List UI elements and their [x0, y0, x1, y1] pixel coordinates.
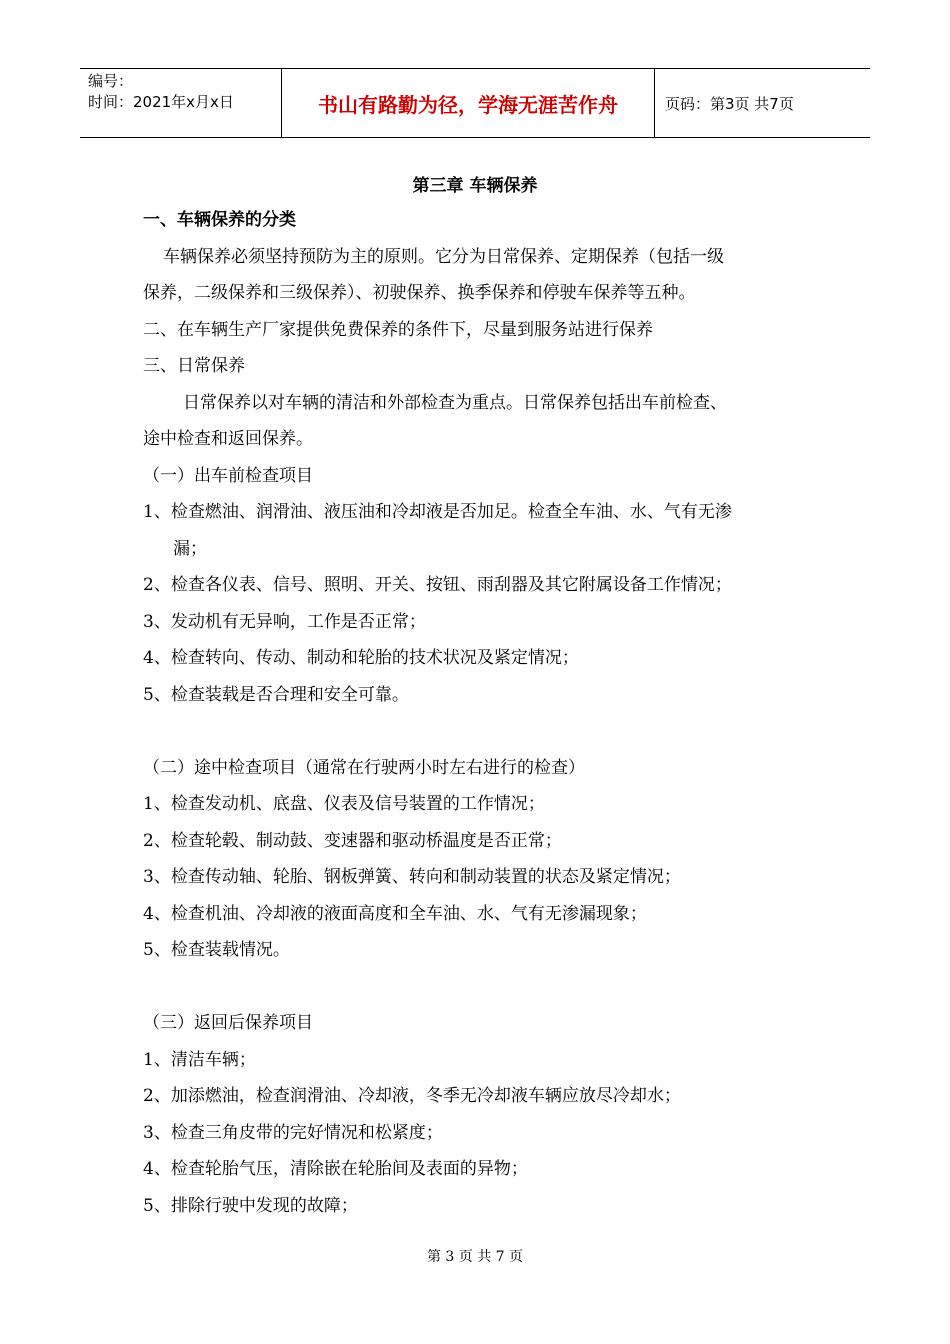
body-line: 二、在车辆生产厂家提供免费保养的条件下，尽量到服务站进行保养	[143, 319, 653, 340]
body-line: 1、检查发动机、底盘、仪表及信号装置的工作情况；	[143, 794, 545, 814]
body-line: 日常保养以对车辆的清洁和外部检查为重点。日常保养包括出车前检查、	[183, 392, 727, 413]
body-line: 2、检查各仪表、信号、照明、开关、按钮、雨刮器及其它附属设备工作情况；	[143, 575, 732, 595]
body-line: （二）途中检查项目（通常在行驶两小时左右进行的检查）	[143, 757, 585, 778]
body-line: （三）返回后保养项目	[143, 1013, 313, 1033]
body-line: 3、检查传动轴、轮胎、钢板弹簧、转向和制动装置的状态及紧定情况；	[143, 867, 681, 887]
body-line: 三、日常保养	[143, 356, 245, 376]
chapter-title: 第三章 车辆保养	[412, 176, 538, 196]
body-line: 3、发动机有无异响，工作是否正常；	[143, 611, 426, 632]
body-line: 4、检查轮胎气压，清除嵌在轮胎间及表面的异物；	[143, 1159, 528, 1179]
document-number-label: 编号：	[88, 72, 134, 90]
body-line: 1、清洁车辆；	[143, 1049, 256, 1070]
body-line: 2、加添燃油，检查润滑油、冷却液，冬季无冷却液车辆应放尽冷却水；	[143, 1086, 681, 1106]
document-date: 时间：2021年x月x日	[88, 93, 234, 111]
header-motto: 书山有路勤为径，学海无涯苦作舟	[281, 69, 655, 137]
body-line: 途中检查和返回保养。	[143, 429, 313, 449]
body-line: 漏；	[173, 538, 207, 559]
body-line: 4、检查转向、传动、制动和轮胎的技术状况及紧定情况；	[143, 648, 579, 668]
document-body	[143, 202, 813, 1224]
body-line: 保养，二级保养和三级保养）、初驶保养、换季保养和停驶车保养等五种。	[143, 283, 696, 303]
body-line: 4、检查机油、冷却液的液面高度和全车油、水、气有无渗漏现象；	[143, 903, 647, 924]
page-header	[80, 68, 870, 138]
header-meta	[80, 69, 281, 137]
body-line: 3、检查三角皮带的完好情况和松紧度；	[143, 1122, 443, 1143]
section-heading: 一、车辆保养的分类	[143, 210, 296, 230]
body-line: 车辆保养必须坚持预防为主的原则。它分为日常保养、定期保养（包括一级	[163, 246, 724, 267]
body-line: 5、排除行驶中发现的故障；	[143, 1195, 358, 1216]
body-line: 1、检查燃油、润滑油、液压油和冷却液是否加足。检查全车油、水、气有无渗	[143, 502, 732, 522]
blank-line	[143, 713, 813, 750]
page-footer: 第 3 页 共 7 页	[426, 1249, 524, 1265]
body-line: 5、检查装载是否合理和安全可靠。	[143, 684, 409, 705]
body-line: （一）出车前检查项目	[143, 465, 313, 486]
body-line: 2、检查轮毂、制动鼓、变速器和驱动桥温度是否正常；	[143, 830, 562, 851]
body-line: 5、检查装载情况。	[143, 940, 290, 960]
blank-line	[143, 969, 813, 1006]
header-page-info: 页码：第3页 共7页	[665, 94, 794, 113]
